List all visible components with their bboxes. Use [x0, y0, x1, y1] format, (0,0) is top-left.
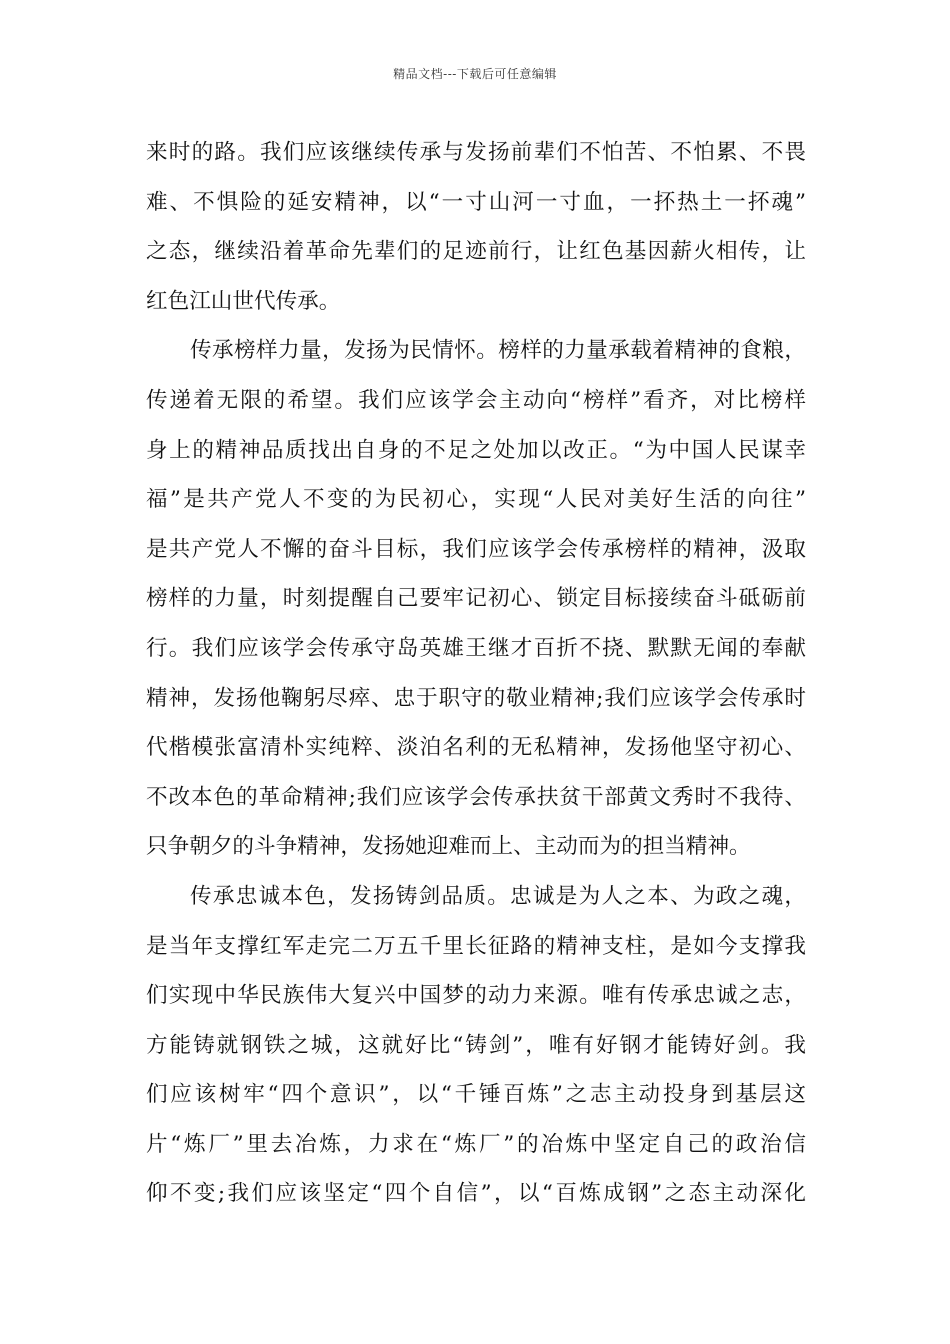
text-line: 方能铸就钢铁之城，这就好比“铸剑”，唯有好钢才能铸好剑。我	[146, 1032, 806, 1058]
text-line: 们实现中华民族伟大复兴中国梦的动力来源。唯有传承忠诚之志，	[146, 983, 806, 1009]
text-line: 是当年支撑红军走完二万五千里长征路的精神支柱，是如今支撑我	[146, 933, 806, 959]
text-line: 片“炼厂”里去冶炼，力求在“炼厂”的冶炼中坚定自己的政治信	[146, 1131, 806, 1157]
text-line: 难、不惧险的延安精神，以“一寸山河一寸血，一抔热土一抔魂”	[146, 189, 806, 215]
page-header: 精品文档---下载后可任意编辑	[393, 67, 557, 81]
text-line: 红色江山世代传承。	[146, 288, 341, 314]
text-line: 福”是共产党人不变的为民初心，实现“人民对美好生活的向往”	[146, 487, 806, 513]
text-line: 精神，发扬他鞠躬尽瘁、忠于职守的敬业精神;我们应该学会传承时	[146, 685, 806, 711]
text-line: 来时的路。我们应该继续传承与发扬前辈们不怕苦、不怕累、不畏	[146, 140, 806, 165]
body-text	[146, 135, 806, 1226]
text-line: 们应该树牢“四个意识”，以“千锤百炼”之志主动投身到基层这	[146, 1082, 806, 1108]
text-line: 传承忠诚本色，发扬铸剑品质。忠诚是为人之本、为政之魂，	[190, 883, 806, 909]
text-line: 传承榜样力量，发扬为民情怀。榜样的力量承载着精神的食粮，	[190, 338, 806, 364]
text-line: 之态，继续沿着革命先辈们的足迹前行，让红色基因薪火相传，让	[146, 239, 806, 265]
text-line: 是共产党人不懈的奋斗目标，我们应该学会传承榜样的精神，汲取	[146, 536, 806, 562]
text-line: 代楷模张富清朴实纯粹、淡泊名利的无私精神，发扬他坚守初心、	[146, 735, 806, 761]
text-line: 榜样的力量，时刻提醒自己要牢记初心、锁定目标接续奋斗砥砺前	[146, 586, 806, 612]
text-line: 仰不变;我们应该坚定“四个自信”，以“百炼成钢”之态主动深化	[146, 1181, 806, 1207]
text-line: 传递着无限的希望。我们应该学会主动向“榜样”看齐，对比榜样	[146, 387, 806, 413]
text-line: 不改本色的革命精神;我们应该学会传承扶贫干部黄文秀时不我待、	[146, 784, 806, 810]
text-line: 只争朝夕的斗争精神，发扬她迎难而上、主动而为的担当精神。	[146, 834, 751, 860]
text-line: 行。我们应该学会传承守岛英雄王继才百折不挠、默默无闻的奉献	[146, 635, 806, 661]
text-line: 身上的精神品质找出自身的不足之处加以改正。“为中国人民谋幸	[146, 437, 806, 463]
